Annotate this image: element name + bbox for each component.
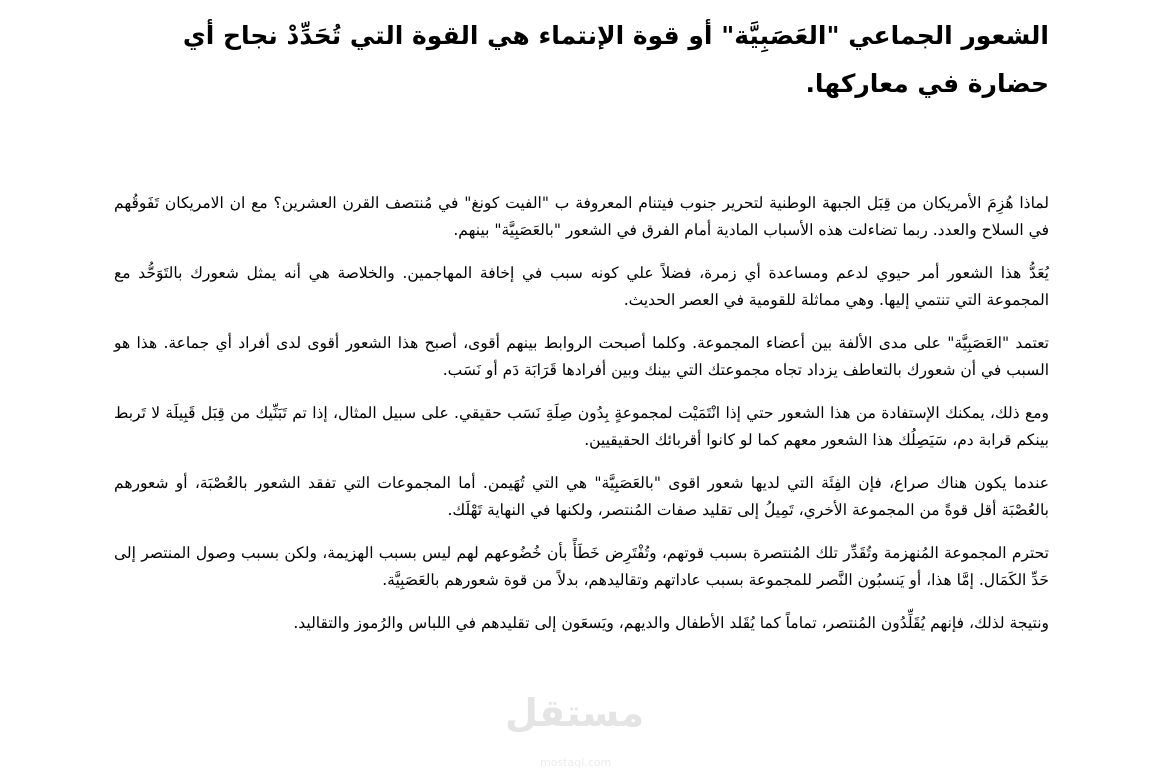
paragraph: عندما يكون هناك صراع، فإن الفِئَة التي لديها شعور اقوى "بالعَصَبِيَّة" هي التي تُهَيمن. أما المجموعات التي تفقد الشعور بالعُصْبَة، أو شعورهم بالعُصْبَة أقل قوةً من المجموعة الأخري، تَمِيلُ إلى تقليد صفات المُنتصر، ولكنها في النهاية تَهْلَك. [114,474,1049,519]
watermark-url: mostaql.com [540,756,612,769]
paragraph: يُعَدُّ هذا الشعور أمر حيوي لدعم ومساعدة أي زمرة، فضلاً علي كونه سبب في إخافة المهاجمين. والخلاصة هي أنه يمثل شعورك بالتَوَحُّد مع المجموعة التي تنتمي إليها. وهي مماثلة للقومية في العصر الحديث. [114,264,1049,309]
paragraph: تحترم المجموعة المُنهزمة وتُقَدِّر تلك المُنتصرة بسبب قوتهم، وتُفْتَرِض خَطَأً بأن خُضُوعهم لهم ليس بسبب الهزيمة، ولكن بسبب وصول المنتصر إلى حَدِّ الكَمَال. إمَّا هذا، أو يَنسبُون النَّصر للمجموعة بسبب عاداتهم وتقاليدهم، بدلاً من قوة شعورهم بالعَصَبِيَّة. [114,544,1049,589]
document-title: الشعور الجماعي "العَصَبِيَّة" أو قوة الإنتماء هي القوة التي تُحَدِّدْ نجاح أي حضارة في معاركها. [182,21,1049,98]
paragraph: تعتمد "العَصَبِيَّة" على مدى الألفة بين أعضاء المجموعة. وكلما أصبحت الروابط بينهم أقوى، أصبح هذا الشعور أقوى لدى أفراد أي جماعة. هذا هو السبب في أن شعورك بالتعاطف يزداد تجاه مجموعتك التي بينك وبين أفرادها قَرَابَة دَم أو نَسَب. [114,334,1049,379]
watermark-logo: مستقل [505,691,644,735]
paragraph: ونتيجة لذلك، فإنهم يُقَلِّدُون المُنتصر، تماماً كما يُقَلد الأطفال والديهم، ويَسعَون إلى تقليدهم في اللباس والرُموز والتقاليد. [293,614,1049,632]
paragraph: ومع ذلك، يمكنك الإستفادة من هذا الشعور حتي إذا انْتَمَيْت لمجموعةٍ بِدُون صِلَةِ نَسَب حقيقي. على سبيل المثال، إذا تم تَبَنِّيك من قِبَل قَبِيلَة لا تَربط بينكم قرابة دم، سَيَصِلُك هذا الشعور معهم كما لو كانوا أقربائك الحقيقيين. [114,404,1049,449]
paragraph: لماذا هُزِمَ الأمريكان من قِبَل الجبهة الوطنية لتحرير جنوب فيتنام المعروفة ب "الفيت كونغ" في مُنتصف القرن العشرين؟ مع ان الامريكان تَفَوقُهم في السلاح والعدد. ربما تضاءلت هذه الأسباب المادية أمام الفرق في الشعور "بالعَصَبِيَّة" بينهم. [114,194,1049,239]
document-body [114,190,1049,653]
